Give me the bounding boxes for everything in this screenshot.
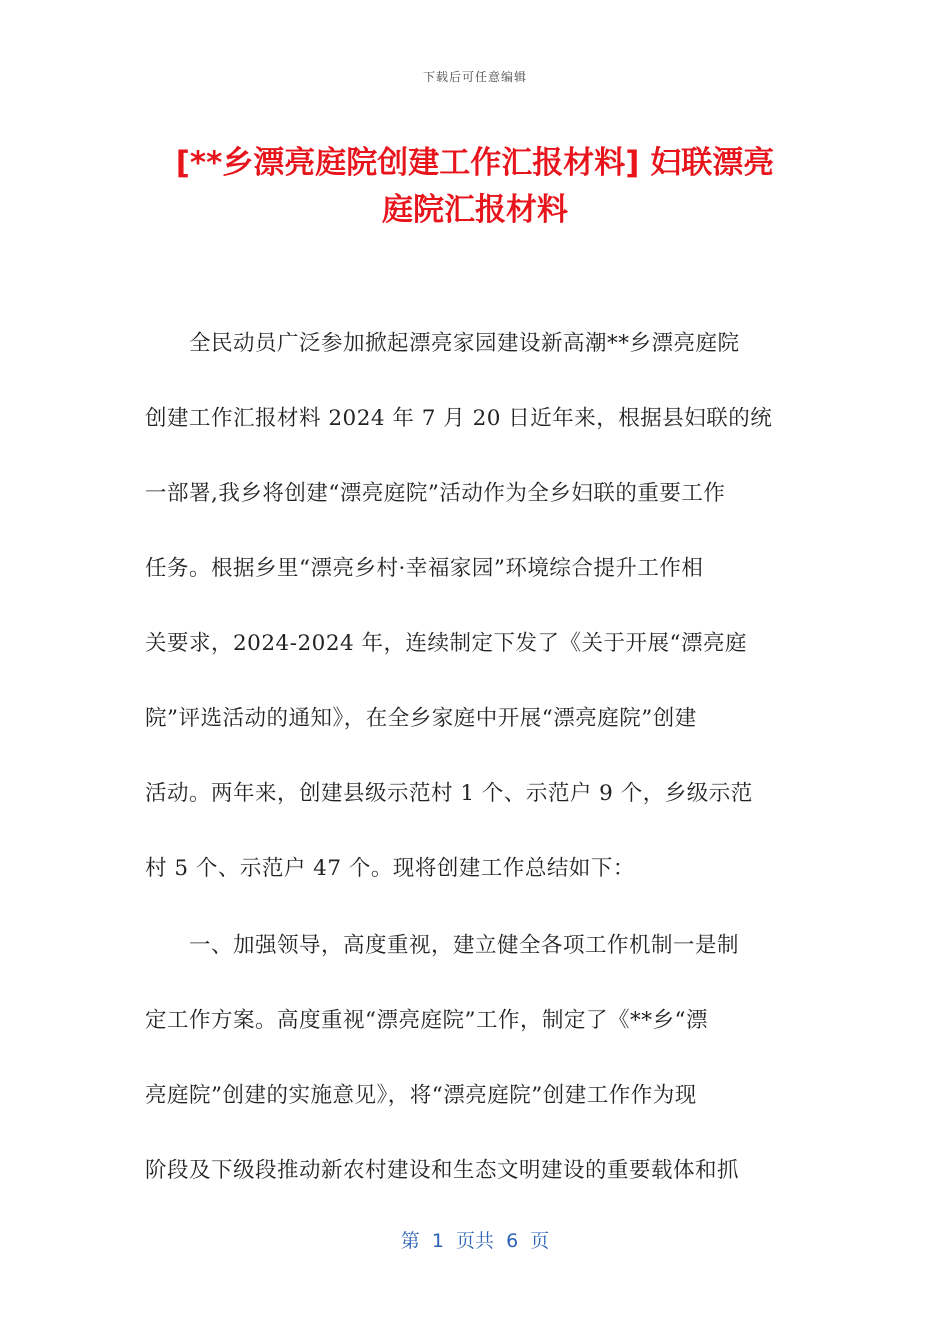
title-line-2: 庭院汇报材料 (382, 192, 568, 228)
body-line: 一部署,我乡将创建“漂亮庭院”活动作为全乡妇联的重要工作 (145, 481, 726, 506)
body-line: 定工作方案。高度重视“漂亮庭院”工作，制定了《**乡“漂 (145, 1008, 708, 1033)
document-body (145, 322, 805, 1224)
page-number-footer: 第 1 页共 6 页 (400, 1230, 550, 1252)
body-line: 阶段及下级段推动新农村建设和生态文明建设的重要载体和抓 (145, 1158, 740, 1183)
body-line: 活动。两年来，创建县级示范村 1 个、示范户 9 个，乡级示范 (145, 781, 753, 806)
body-line: 一、加强领导，高度重视，建立健全各项工作机制一是制 (145, 933, 740, 958)
body-line: 关要求，2024-2024 年，连续制定下发了《关于开展“漂亮庭 (145, 631, 748, 656)
page-header: 下载后可任意编辑 (422, 70, 527, 84)
body-line: 任务。根据乡里“漂亮乡村·幸福家园”环境综合提升工作相 (145, 556, 704, 581)
document-title (130, 140, 820, 234)
body-line: 院”评选活动的通知》，在全乡家庭中开展“漂亮庭院”创建 (145, 706, 697, 731)
body-line: 亮庭院”创建的实施意见》，将“漂亮庭院”创建工作作为现 (145, 1083, 697, 1108)
body-line: 村 5 个、示范户 47 个。现将创建工作总结如下： (145, 856, 635, 881)
body-line: 创建工作汇报材料 2024 年 7 月 20 日近年来，根据县妇联的统 (145, 406, 773, 431)
title-line-1: [**乡漂亮庭院创建工作汇报材料] 妇联漂亮 (175, 145, 775, 181)
body-line: 全民动员广泛参加掀起漂亮家园建设新高潮**乡漂亮庭院 (145, 331, 740, 356)
